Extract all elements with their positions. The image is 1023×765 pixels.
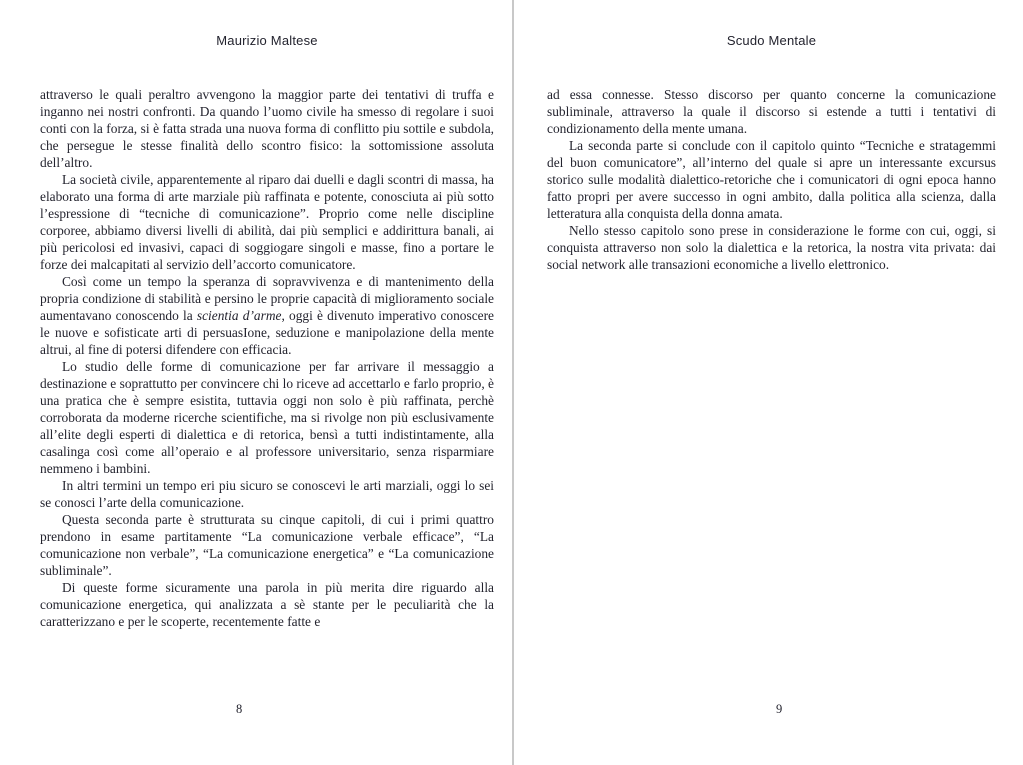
page-left: [40, 0, 494, 765]
text-run: attraverso le quali peraltro avvengono la maggior parte dei tentativi di truffa e inganno nei nostri confronti. Da quando l’uomo civile ha smesso di regolare i suoi conti con la forza, si è fatta strada una nuova forma di conflitto piu sottile e subdola, che persegue le stesse finalità dello scontro fisico: la sottomissione assoluta dell’altro.: [40, 87, 494, 170]
page-right: [547, 0, 996, 765]
paragraph: [40, 273, 494, 358]
page-body-right: [547, 86, 996, 273]
paragraph: [547, 86, 996, 137]
text-run: La seconda parte si conclude con il capitolo quinto “Tecniche e stratagemmi del buon comunicatore”, all’interno del quale si apre un interessante excursus storico sulle modalità dialettico-retoriche che i comunicatori di ogni epoca hanno fatto propri per avere successo in ogni ambito, dalla politica alla scienza, dalla letteratura alla conquista della donna amata.: [547, 138, 996, 221]
paragraph: [40, 477, 494, 511]
text-run: Così come un tempo la speranza di sopravvivenza e di mantenimento della propria condizione di stabilità e persino le proprie capacità di miglioramento sociale aumentavano conoscendo la: [40, 274, 494, 323]
paragraph: [547, 222, 996, 273]
italic-phrase: scientia d’arme: [196, 308, 282, 323]
paragraph: [547, 137, 996, 222]
paragraph: [40, 358, 494, 477]
page-gutter-divider: [512, 0, 514, 765]
page-body-left: [40, 86, 494, 630]
text-run: ad essa connesse. Stesso discorso per quanto concerne la comunicazione subliminale, attraverso la quale il discorso si estende a tutti i tentativi di condizionamento della mente umana.: [547, 87, 996, 136]
running-header-left: Maurizio Maltese: [216, 33, 318, 48]
text-run: Lo studio delle forme di comunicazione per far arrivare il messaggio a destinazione e soprattutto per convincere chi lo riceve ad accettarlo e farlo proprio, è una pratica che è sempre esistita, tuttavia oggi non solo è più raffinata, perchè corroborata da moderne ricerche scientifiche, ma si rivolge non più esclusivamente all’elite degli esperti di dialettica e di retorica, bensì a tutti indistintamente, alla casalinga così come all’operaio e al professore universitario, senza risparmiare nemmeno i bambini.: [40, 359, 494, 476]
text-run: In altri termini un tempo eri piu sicuro se conoscevi le arti marziali, oggi lo sei se conosci l’arte della comunicazione.: [40, 478, 494, 510]
text-run: , oggi è divenuto imperativo conoscere le nuove e sofisticate arti di persuasIone, seduzione e manipolazione della mente altrui, al fine di potersi difendere con efficacia.: [40, 308, 495, 357]
paragraph: [40, 86, 494, 171]
paragraph: [40, 511, 494, 579]
text-run: La società civile, apparentemente al riparo dai duelli e dagli scontri di massa, ha elaborato una forma di arte marziale più raffinata e potente, conosciuta ai più sotto l’espressione di “tecniche di comunicazione”. Proprio come nelle discipline corporee, abbiamo diversi livelli di abilità, dai più semplici e addirittura banali, ai più pericolosi ed invasivi, capaci di soggiogare singoli e masse, fino a portare le forze dei malcapitati al servizio dell’accorto comunicatore.: [40, 172, 494, 272]
page-number-left: 8: [236, 702, 243, 716]
running-header-right: Scudo Mentale: [726, 33, 817, 48]
paragraph: [40, 171, 494, 273]
text-run: Nello stesso capitolo sono prese in considerazione le forme con cui, oggi, si conquista attraverso non solo la dialettica e la retorica, la nostra vita privata: dai social network alle transazioni economiche a livello elettronico.: [547, 223, 996, 272]
text-run: Questa seconda parte è strutturata su cinque capitoli, di cui i primi quattro prendono in esame partitamente “La comunicazione verbale efficace”, “La comunicazione non verbale”, “La comunicazione energetica” e “La comunicazione subliminale”.: [40, 512, 494, 578]
paragraph: [40, 579, 494, 630]
page-number-right: 9: [776, 702, 783, 716]
text-run: Di queste forme sicuramente una parola in più merita dire riguardo alla comunicazione energetica, qui analizzata a sè stante per le peculiarità che la caratterizzano e per le scoperte, recentemente fatte e: [40, 580, 494, 629]
